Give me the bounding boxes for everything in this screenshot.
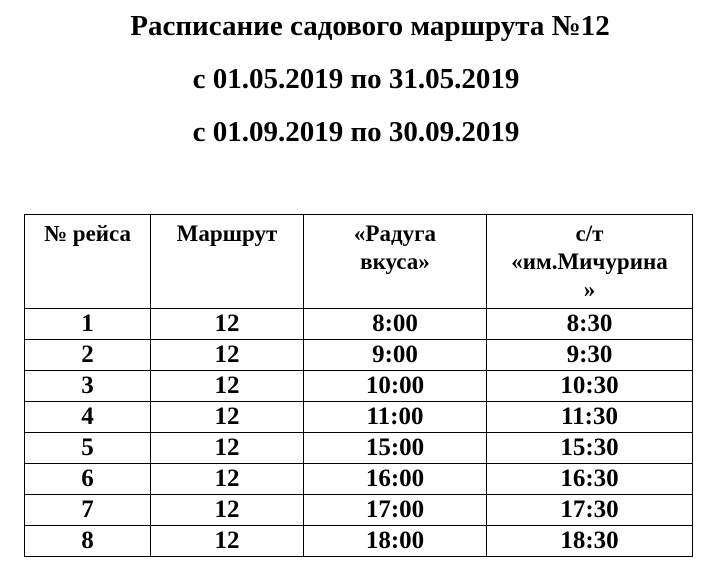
header-trip-number — [25, 215, 151, 309]
michurina-time-cell: 17:30 — [487, 495, 693, 526]
michurina-time-cell: 18:30 — [487, 526, 693, 557]
table-row — [25, 464, 693, 495]
michurina-time-cell: 16:30 — [487, 464, 693, 495]
route-cell: 12 — [151, 526, 304, 557]
michurina-time-cell: 15:30 — [487, 433, 693, 464]
header-route — [151, 215, 304, 309]
header-trip-number-line: № рейса — [43, 221, 132, 246]
table-row — [25, 433, 693, 464]
raduga-vkusa-time-cell: 15:00 — [304, 433, 487, 464]
trip-number-cell: 4 — [25, 402, 151, 433]
table-row — [25, 371, 693, 402]
trip-number-cell: 6 — [25, 464, 151, 495]
table-row — [25, 402, 693, 433]
period-may: с 01.05.2019 по 31.05.2019 — [192, 63, 520, 95]
michurina-time-cell: 11:30 — [487, 402, 693, 433]
header-michurina-line-1: с/т — [575, 221, 604, 246]
schedule-table — [24, 214, 693, 557]
trip-number-cell: 5 — [25, 433, 151, 464]
raduga-vkusa-time-cell: 16:00 — [304, 464, 487, 495]
michurina-time-cell: 8:30 — [487, 309, 693, 340]
route-cell: 12 — [151, 433, 304, 464]
route-cell: 12 — [151, 340, 304, 371]
raduga-vkusa-time-cell: 10:00 — [304, 371, 487, 402]
michurina-time-cell: 9:30 — [487, 340, 693, 371]
route-cell: 12 — [151, 309, 304, 340]
raduga-vkusa-time-cell: 8:00 — [304, 309, 487, 340]
header-michurina-line-2: «им.Мичурина — [511, 249, 668, 274]
period-september: с 01.09.2019 по 30.09.2019 — [192, 116, 520, 148]
trip-number-cell: 8 — [25, 526, 151, 557]
trip-number-cell: 7 — [25, 495, 151, 526]
header-michurina-line-3: » — [583, 277, 596, 302]
raduga-vkusa-time-cell: 17:00 — [304, 495, 487, 526]
table-header-row — [25, 215, 693, 309]
header-raduga-vkusa — [304, 215, 487, 309]
michurina-time-cell: 10:30 — [487, 371, 693, 402]
raduga-vkusa-time-cell: 9:00 — [304, 340, 487, 371]
route-cell: 12 — [151, 402, 304, 433]
route-cell: 12 — [151, 464, 304, 495]
route-cell: 12 — [151, 495, 304, 526]
trip-number-cell: 3 — [25, 371, 151, 402]
trip-number-cell: 1 — [25, 309, 151, 340]
table-row — [25, 309, 693, 340]
raduga-vkusa-time-cell: 18:00 — [304, 526, 487, 557]
schedule-title: Расписание садового маршрута №12 — [130, 10, 610, 42]
header-route-line: Маршрут — [176, 221, 278, 246]
header-raduga-vkusa-line-2: вкуса» — [360, 249, 430, 274]
route-cell: 12 — [151, 371, 304, 402]
trip-number-cell: 2 — [25, 340, 151, 371]
header-michurina — [487, 215, 693, 309]
table-row — [25, 495, 693, 526]
table-row — [25, 526, 693, 557]
table-row — [25, 340, 693, 371]
header-raduga-vkusa-line-1: «Радуга — [353, 221, 437, 246]
raduga-vkusa-time-cell: 11:00 — [304, 402, 487, 433]
